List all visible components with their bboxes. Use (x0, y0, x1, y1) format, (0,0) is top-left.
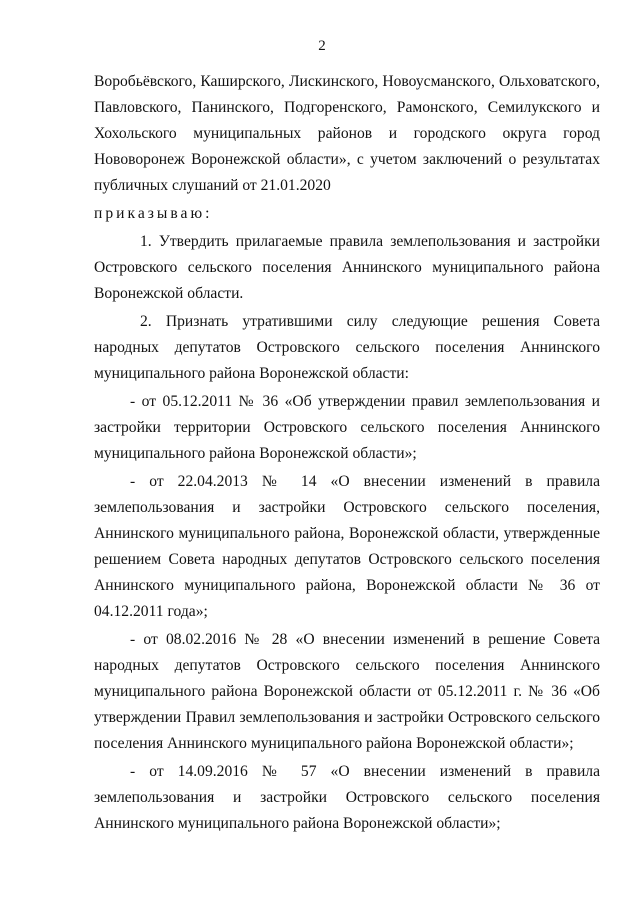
paragraph-repeal-2013: - от 22.04.2013 № 14 «О внесении изменений в правила землепользования и застройки Островского сельского поселения, Аннинского муниципального района, Воронежской области, утвержденные решением Совета народных депутатов Островского сельского поселения Аннинского муниципального района, Воронежской области № 36 от 04.12.2011 года»; (94, 473, 600, 620)
page-number: 2 (318, 38, 326, 54)
paragraph-intro-continuation: Воробьёвского, Каширского, Лискинского, Новоусманского, Ольховатского, Павловского, Панинского, Подгоренского, Рамонского, Семилукского и Хохольского муниципальных районов и городского округа город Нововоронеж Воронежской области», с учетом заключений о результатах публичных слушаний от 21.01.2020 (94, 73, 600, 194)
paragraph-repeal-2016-sep: - от 14.09.2016 № 57 «О внесении изменений в правила землепользования и застройки Островского сельского поселения Аннинского муниципального района Воронежской области»; (94, 763, 600, 832)
paragraph-order-word: приказываю: (94, 205, 213, 222)
paragraph-repeal-2011: - от 05.12.2011 № 36 «Об утверждении правил землепользования и застройки территории Островского сельского поселения Аннинского муниципального района Воронежской области»; (94, 393, 600, 462)
paragraph-repeal-2016-feb: - от 08.02.2016 № 28 «О внесении изменений в решение Совета народных депутатов Островского сельского поселения Аннинского муниципального района Воронежской области от 05.12.2011 г. № 36 «Об утверждении Правил землепользования и застройки Островского сельского поселения Аннинского муниципального района Воронежской области»; (94, 631, 600, 752)
paragraph-item-1: 1. Утвердить прилагаемые правила землепользования и застройки Островского сельского поселения Аннинского муниципального района Воронежской области. (94, 233, 600, 302)
paragraph-item-2: 2. Признать утратившими силу следующие решения Совета народных депутатов Островского сельского поселения Аннинского муниципального района Воронежской области: (94, 313, 600, 382)
